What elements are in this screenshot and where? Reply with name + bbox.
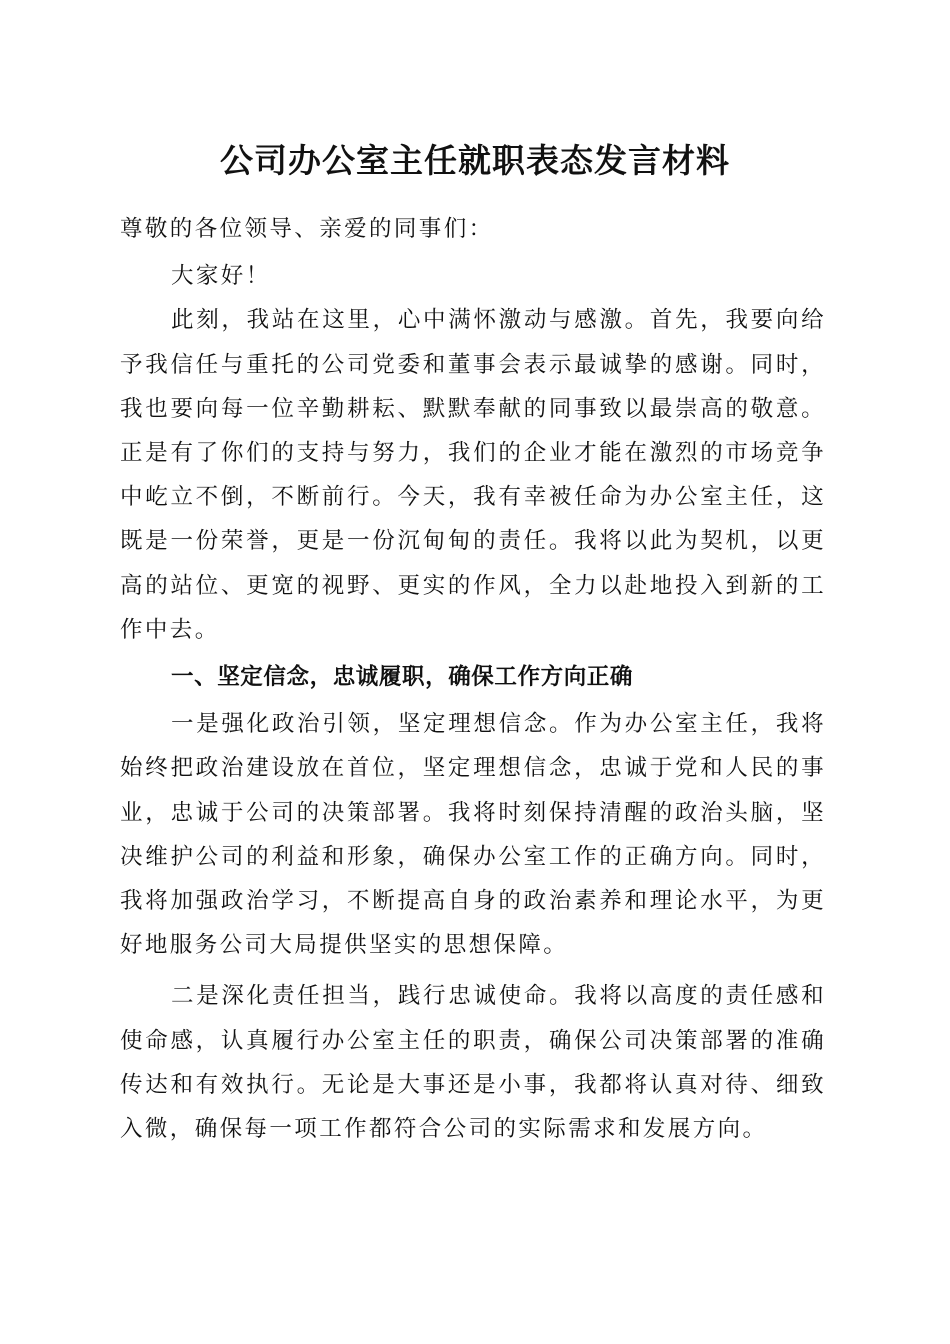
document-body — [120, 207, 826, 1151]
salutation: 尊敬的各位领导、亲爱的同事们： — [120, 216, 494, 242]
section-heading-1: 一、坚定信念，忠诚履职，确保工作方向正确 — [171, 664, 634, 691]
section1-paragraph-1: 一是强化政治引领，坚定理想信念。作为办公室主任，我将始终把政治建设放在首位，坚定理想信念，忠诚于党和人民的事业，忠诚于公司的决策部署。我将时刻保持清醒的政治头脑，坚决维护公司的利益和形象，确保办公室工作的正确方向。同时，我将加强政治学习，不断提高自身的政治素养和理论水平，为更好地服务公司大局提供坚实的思想保障。 — [120, 711, 826, 959]
greeting: 大家好！ — [171, 263, 271, 290]
document-title: 公司办公室主任就职表态发言材料 — [220, 141, 730, 180]
section1-paragraph-2: 二是深化责任担当，践行忠诚使命。我将以高度的责任感和使命感，认真履行办公室主任的职责，确保公司决策部署的准确传达和有效执行。无论是大事还是小事，我都将认真对待、细致入微，确保每一项工作都符合公司的实际需求和发展方向。 — [120, 983, 826, 1143]
intro-paragraph: 此刻，我站在这里，心中满怀激动与感激。首先，我要向给予我信任与重托的公司党委和董事会表示最诚挚的感谢。同时，我也要向每一位辛勤耕耘、默默奉献的同事致以最崇高的敬意。正是有了你们的支持与努力，我们的企业才能在激烈的市场竞争中屹立不倒，不断前行。今天，我有幸被任命为办公室主任，这既是一份荣誉，更是一份沉甸甸的责任。我将以此为契机，以更高的站位、更宽的视野、更实的作风，全力以赴地投入到新的工作中去。 — [120, 307, 826, 643]
